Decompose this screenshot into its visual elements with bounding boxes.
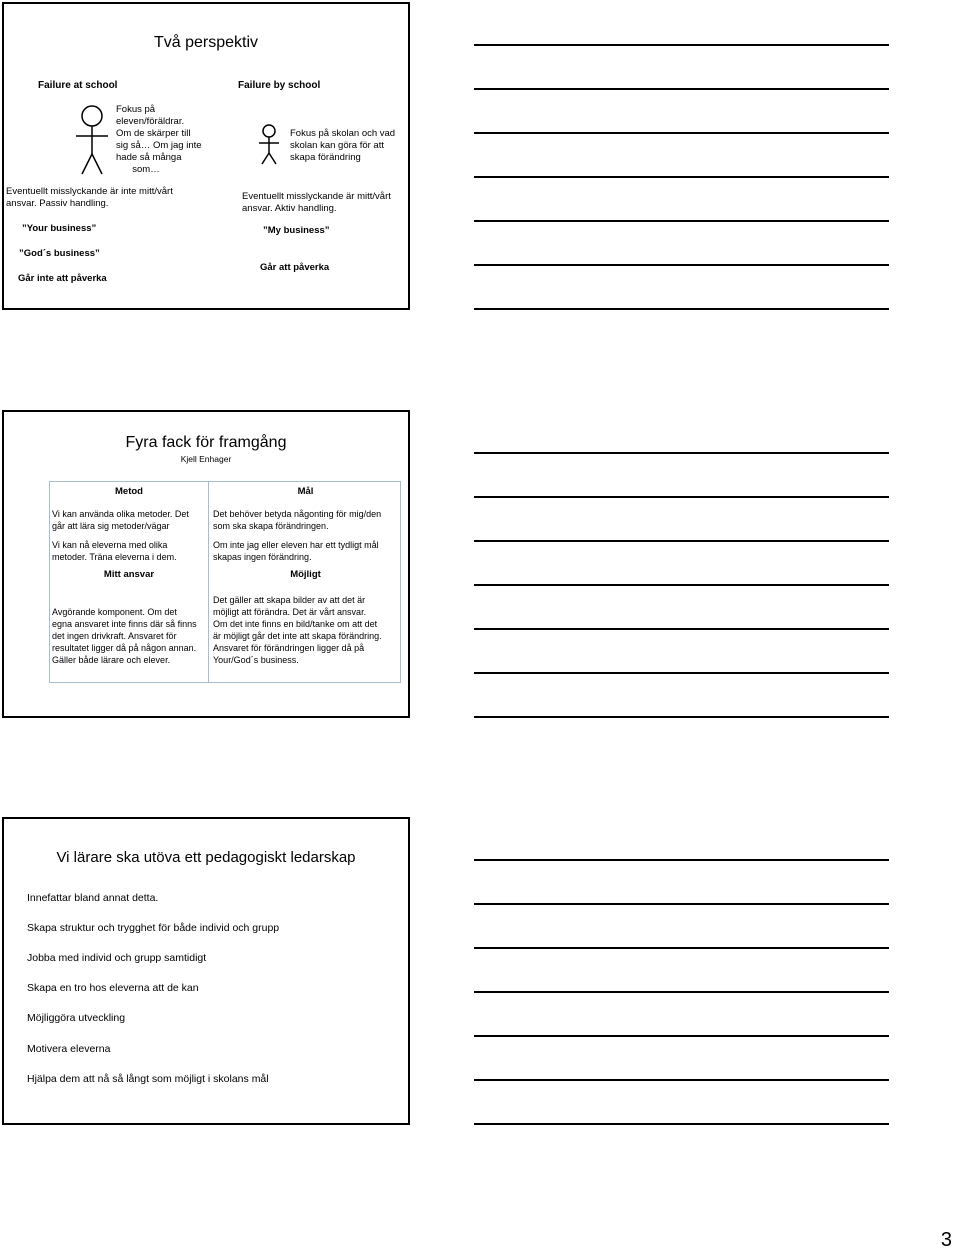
slide-four-compartments xyxy=(2,410,410,718)
slide-pedagogical-leadership xyxy=(2,817,410,1125)
mojligt-text: Det gäller att skapa bilder av att det är möjligt att förändra. Det är vårt ansvar. Om det inte finns en bild/tanke om att det är möjligt går det inte att skapa förändring. Ansvaret för förändringen ligger då på Your/God´s business. xyxy=(213,595,382,665)
metod-title: Metod xyxy=(115,486,143,497)
list-item: Skapa en tro hos eleverna att de kan xyxy=(27,982,199,994)
ansvar-text: Avgörande komponent. Om det egna ansvaret inte finns där så finns det ingen drivkraft. Ansvaret för resultatet ligger då på någon annan. Gäller både lärare och elever. xyxy=(52,607,197,665)
right-focus-text: Fokus på skolan och vad skolan kan göra för att skapa förändring xyxy=(290,128,396,163)
slide-title: Två perspektiv xyxy=(153,34,259,51)
metod-text: Vi kan använda olika metoder. Det går att lära sig metoder/vägar Vi kan nå eleverna med olika metoder. Träna eleverna i dem. xyxy=(52,509,189,562)
ansvar-title: Mitt ansvar xyxy=(103,569,155,580)
your-business: ”Your business” xyxy=(22,223,97,234)
slide-subtitle: Kjell Enhager xyxy=(180,454,232,464)
stick-figure-icon xyxy=(74,104,114,176)
page-number: 3 xyxy=(940,1229,952,1251)
left-conclusion: Går inte att påverka xyxy=(18,273,107,284)
list-item: Motivera eleverna xyxy=(27,1043,111,1055)
right-note: Eventuellt misslyckande är mitt/vårt ansvar. Aktiv handling. xyxy=(242,191,391,214)
left-note: Eventuellt misslyckande är inte mitt/vårt ansvar. Passiv handling. xyxy=(6,186,173,209)
list-item: Möjliggöra utveckling xyxy=(27,1012,126,1024)
list-item: Innefattar bland annat detta. xyxy=(27,892,159,904)
slide-title: Vi lärare ska utöva ett pedagogiskt ledarskap xyxy=(56,849,356,866)
gods-business: ”God´s business” xyxy=(19,248,100,259)
slide-title: Fyra fack för framgång xyxy=(125,434,287,451)
mojligt-title: Möjligt xyxy=(290,569,321,580)
mal-title: Mål xyxy=(297,486,314,497)
right-conclusion: Går att påverka xyxy=(260,262,330,273)
list-item: Hjälpa dem att nå så långt som möjligt i skolans mål xyxy=(27,1073,269,1085)
list-item: Skapa struktur och trygghet för både individ och grupp xyxy=(27,922,280,934)
left-heading: Failure at school xyxy=(38,80,118,91)
four-compartments-grid xyxy=(49,481,401,683)
right-heading: Failure by school xyxy=(238,80,321,91)
stick-figure-icon xyxy=(258,124,282,166)
slide-two-perspectives xyxy=(2,2,410,310)
left-focus-text: Fokus på eleven/föräldrar. Om de skärper till sig så… Om jag inte hade så många som… xyxy=(116,104,202,175)
my-business: ”My business” xyxy=(263,225,330,236)
list-item: Jobba med individ och grupp samtidigt xyxy=(27,952,207,964)
mal-text: Det behöver betyda någonting för mig/den som ska skapa förändringen. Om inte jag eller eleven har ett tydligt mål skapas ingen förändring. xyxy=(213,509,382,562)
